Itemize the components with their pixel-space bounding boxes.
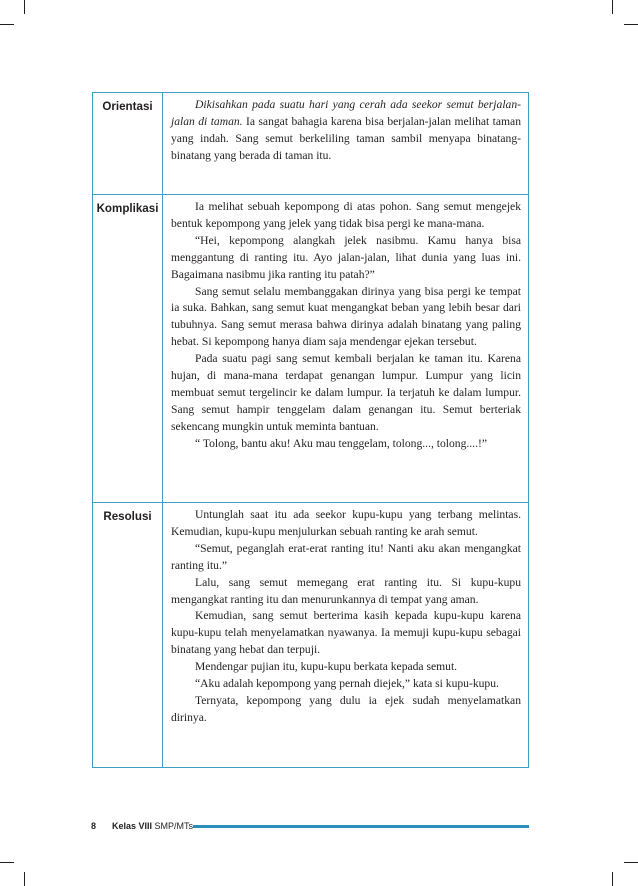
paragraph: Mendengar pujian itu, kupu-kupu berkata kepada semut. bbox=[195, 660, 458, 674]
table-row-resolusi bbox=[93, 503, 529, 768]
row-label: Resolusi bbox=[93, 503, 163, 768]
paragraph: Ternyata, kepompong yang dulu ia ejek sudah menyelamatkan dirinya. bbox=[171, 693, 521, 724]
book-title-bold: Kelas VIII bbox=[112, 821, 153, 831]
row-label: Komplikasi bbox=[93, 195, 163, 503]
table-row-komplikasi bbox=[93, 195, 529, 503]
crop-mark bbox=[624, 862, 638, 863]
paragraph: “ Tolong, bantu aku! Aku mau tenggelam, tolong..., tolong....!” bbox=[195, 436, 487, 450]
footer-rule bbox=[193, 825, 529, 828]
crop-mark bbox=[624, 24, 638, 25]
paragraph: “Aku adalah kepompong yang pernah diejek,” kata si kupu-kupu. bbox=[195, 677, 499, 691]
row-content bbox=[163, 195, 529, 503]
book-title-rest: SMP/MTs bbox=[152, 821, 194, 831]
row-label: Orientasi bbox=[93, 93, 163, 195]
paragraph: Ia melihat sebuah kepompong di atas pohon. Sang semut mengejek bentuk kepompong yang jelek yang tidak bisa pergi ke mana-mana. bbox=[171, 200, 521, 230]
paragraph bbox=[171, 97, 521, 165]
crop-mark bbox=[0, 24, 14, 25]
paragraph-text: Ia sangat bahagia karena bisa berjalan-jalan melihat taman yang indah. Sang semut berkeliling taman sambil menyapa binatang-binatang yang berada di taman itu. bbox=[171, 114, 521, 162]
paragraph: Pada suatu pagi sang semut kembali berjalan ke taman itu. Karena hujan, di mana-mana terdapat genangan lumpur. Lumpur yang licin membuat semut tergelincir ke dalam lumpur. Ia terjatuh ke dalam lumpur. Sang semut hampir tenggelam dalam genangan itu. Semut berteriak sekencang mungkin untuk meminta bantuan. bbox=[171, 352, 521, 433]
italic-text: Dikisahkan pada suatu hari yang cerah ada seekor semut berjalan-jalan di taman. bbox=[171, 98, 521, 128]
crop-mark bbox=[612, 872, 613, 886]
crop-mark bbox=[24, 872, 25, 886]
paragraph: “Semut, peganglah erat-erat ranting itu! Nanti aku akan mengangkat ranting itu.” bbox=[171, 541, 521, 572]
paragraph: Sang semut selalu membanggakan dirinya yang bisa pergi ke tempat ia suka. Bahkan, sang semut kuat mengangkat beban yang lebih besar dari tubuhnya. Sang semut merasa bahwa dirinya adalah binatang yang paling hebat. Si kepompong hanya diam saja mendengar ejekan tersebut. bbox=[171, 284, 521, 349]
paragraph: Untunglah saat itu ada seekor kupu-kupu yang terbang melintas. Kemudian, kupu-kupu menjulurkan sebuah ranting ke arah semut. bbox=[171, 508, 521, 538]
book-title bbox=[112, 821, 193, 831]
paragraph: “Hei, kepompong alangkah jelek nasibmu. Kamu hanya bisa menggantung di ranting itu. Ayo jalan-jalan, lihat dunia yang luas ini. Bagaimana nasibmu jika ranting itu patah?” bbox=[171, 233, 521, 281]
page-number: 8 bbox=[91, 821, 97, 831]
crop-mark bbox=[24, 0, 25, 14]
paragraph: Lalu, sang semut memegang erat ranting itu. Si kupu-kupu mengangkat ranting itu dan menurunkannya di tempat yang aman. bbox=[171, 575, 521, 606]
crop-mark bbox=[612, 0, 613, 14]
crop-mark bbox=[0, 862, 14, 863]
story-structure-table bbox=[92, 92, 529, 768]
table-row-orientasi bbox=[93, 93, 529, 195]
row-content bbox=[163, 503, 529, 768]
row-content bbox=[163, 93, 529, 195]
paragraph: Kemudian, sang semut berterima kasih kepada kupu-kupu karena kupu-kupu telah menyelamatkan nyawanya. Ia memuji kupu-kupu sebagai binatang yang hebat dan terpuji. bbox=[171, 609, 521, 657]
